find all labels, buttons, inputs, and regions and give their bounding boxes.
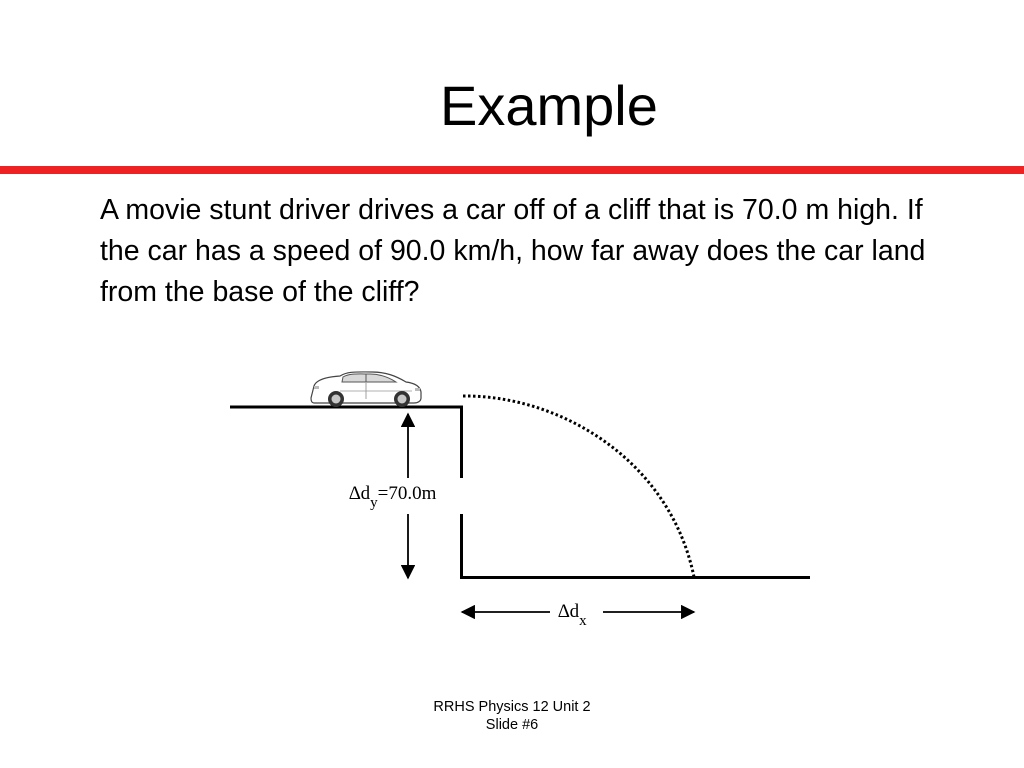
trajectory-path	[463, 396, 694, 577]
distance-label-prefix: ∆d	[558, 601, 580, 622]
slide-footer	[382, 698, 642, 734]
height-label-suffix: =70.0m	[377, 483, 437, 504]
car-icon	[311, 372, 421, 407]
distance-label-subscript: x	[579, 613, 587, 629]
slide-title: Example	[440, 74, 658, 137]
footer-course: RRHS Physics 12 Unit 2	[433, 699, 591, 715]
distance-label	[558, 601, 587, 629]
footer-slide-number: Slide #6	[485, 717, 539, 733]
problem-statement: A movie stunt driver drives a car off of a cliff that is 70.0 m high. If the car has a speed of 90.0 km/h, how far away does the car land from the base of the cliff?	[100, 194, 926, 308]
height-label-prefix: ∆d	[349, 483, 371, 504]
height-label-subscript: y	[370, 495, 378, 511]
